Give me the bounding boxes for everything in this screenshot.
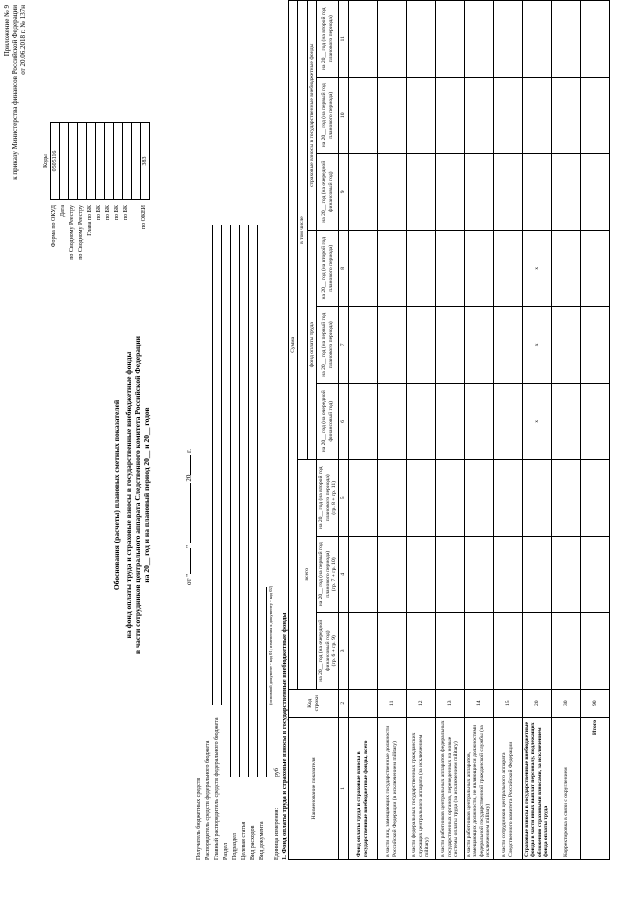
value-cell[interactable] — [493, 460, 522, 537]
colnum-4: 4 — [339, 536, 348, 613]
unit-value: руб — [274, 768, 280, 777]
header-col-10: на 20__ год (на первый год планового периода) — [317, 77, 339, 154]
row-name: в части работников центральных аппаратов, замещающих должности, не являющиеся должностями федеральной государственной гражданской службы (за исключением military) — [464, 717, 493, 859]
colnum-1: 1 — [339, 717, 348, 859]
header-col-5 — [317, 460, 339, 537]
value-cell[interactable] — [435, 536, 464, 613]
target-article-field[interactable] — [248, 225, 249, 777]
distributor-field[interactable] — [212, 225, 213, 705]
code-bk-1[interactable] — [96, 123, 105, 200]
row-name: Страховые взносы в государственные внебюджетные фонды в части иных выплат персоналу, подлежащих обложению страховыми взносами, за исключением фонда оплаты труда — [522, 717, 551, 859]
row-code: 13 — [435, 689, 464, 717]
value-cell[interactable] — [377, 307, 406, 384]
table-row — [551, 1, 580, 860]
header-col-6: на 20__ год (на очередной финансовый год) — [317, 383, 339, 460]
code-chapter-bk[interactable] — [87, 123, 96, 200]
value-cell[interactable] — [435, 230, 464, 307]
appendix-line-2: к приказу Министерства финансов Российской Федерации — [11, 5, 19, 180]
table-row — [348, 1, 377, 860]
value-cell[interactable] — [348, 536, 377, 613]
value-cell[interactable] — [551, 536, 580, 613]
value-cell[interactable] — [522, 536, 551, 613]
value-cell[interactable] — [406, 230, 435, 307]
total-row — [580, 1, 609, 860]
value-cell[interactable] — [348, 383, 377, 460]
col-4-year: на 20__ год (на первый год планового периода) — [318, 542, 331, 607]
value-cell[interactable] — [493, 154, 522, 231]
label-recipient: Получатель бюджетных средств — [196, 777, 202, 860]
row-code: 30 — [551, 689, 580, 717]
row-name: Фонд оплаты труда и страховые взносы в государственные внебюджетные фонды, всего — [348, 717, 377, 859]
date-day-field[interactable] — [190, 548, 191, 574]
header-total: всего — [298, 460, 317, 690]
row-name: в части федеральных государственных гражданских служащих центрального аппарата (за исключением military) — [406, 717, 435, 859]
value-cell[interactable] — [377, 460, 406, 537]
label-unit: Единица измерения: — [274, 807, 280, 860]
label-distributor: Распорядитель средств федерального бюджета — [205, 740, 211, 860]
value-cell[interactable] — [348, 77, 377, 154]
value-cell[interactable] — [464, 230, 493, 307]
label-okei: по ОКЕИ — [141, 205, 147, 230]
title-line-1: Обоснования (расчеты) плановых сметных показателей — [112, 399, 121, 591]
row-code: 14 — [464, 689, 493, 717]
value-cell[interactable] — [493, 383, 522, 460]
main-distributor-field[interactable] — [221, 225, 222, 705]
title-line-4: на 20__ год и на плановый период 20__ и 20__ годов — [142, 407, 151, 583]
value-cell[interactable] — [464, 460, 493, 537]
code-date[interactable] — [60, 123, 69, 200]
date-year-prefix: 20 — [185, 474, 193, 482]
colnum-10: 10 — [339, 77, 348, 154]
value-cell[interactable] — [493, 613, 522, 690]
value-cell[interactable] — [377, 613, 406, 690]
value-cell[interactable] — [406, 383, 435, 460]
label-chapter-bk: Глава по БК — [87, 205, 93, 236]
date-line — [185, 449, 193, 585]
total-cell[interactable] — [580, 460, 609, 537]
value-cell[interactable] — [406, 307, 435, 384]
x-mark: x — [522, 230, 551, 307]
expense-type-field[interactable] — [257, 225, 258, 777]
total-code: 90 — [580, 689, 609, 717]
col-3-year: на 20__ год (на очередной финансовый год) — [318, 619, 331, 682]
value-cell[interactable] — [464, 154, 493, 231]
total-cell[interactable] — [580, 383, 609, 460]
section-title: 1. Фонд оплаты труда и страховые взносы в государственные внебюджетные фонды — [281, 612, 288, 860]
code-okud[interactable]: 0505116 — [51, 123, 60, 200]
document-type-hint: (основной документ - код 01; изменения к документу - код 02) — [268, 585, 273, 705]
value-cell[interactable] — [435, 77, 464, 154]
code-registry-2[interactable] — [78, 123, 87, 200]
value-cell[interactable] — [493, 307, 522, 384]
row-code: 11 — [377, 689, 406, 717]
colnum-5: 5 — [339, 460, 348, 537]
value-cell[interactable] — [493, 536, 522, 613]
label-expense-type: Вид расходов — [250, 825, 256, 860]
col-5-formula: (гр. 8 + гр. 11) — [331, 480, 338, 515]
document-type-field[interactable] — [266, 587, 267, 777]
value-cell[interactable] — [348, 460, 377, 537]
total-cell[interactable] — [580, 307, 609, 384]
value-cell[interactable] — [522, 613, 551, 690]
value-cell[interactable] — [522, 460, 551, 537]
date-quote: " — [185, 545, 193, 548]
value-cell[interactable] — [348, 613, 377, 690]
column-number-row — [339, 1, 348, 860]
value-cell[interactable] — [348, 230, 377, 307]
label-registry-1: по Сводному Реестру — [69, 205, 75, 260]
date-prefix: от " — [185, 573, 193, 585]
value-cell[interactable] — [551, 613, 580, 690]
total-cell[interactable] — [580, 1, 609, 78]
total-cell[interactable] — [580, 536, 609, 613]
value-cell[interactable] — [464, 307, 493, 384]
total-cell[interactable] — [580, 613, 609, 690]
x-mark: x — [522, 383, 551, 460]
col-4-formula: (гр. 7 + гр. 10) — [331, 557, 338, 592]
row-name: в части работников центральных аппаратов федеральных государственных органов, переведенных на новые системы оплаты труда (за исключением military) — [435, 717, 464, 859]
value-cell[interactable] — [522, 154, 551, 231]
colnum-9: 9 — [339, 154, 348, 231]
value-cell[interactable] — [493, 77, 522, 154]
header-col-11: на 20__ год (на второй год планового периода) — [317, 1, 339, 78]
value-cell[interactable] — [435, 1, 464, 78]
value-cell[interactable] — [551, 383, 580, 460]
subsection-field[interactable] — [239, 225, 240, 777]
label-document-type: Вид документа — [259, 821, 265, 860]
date-suffix: г. — [185, 448, 193, 453]
value-cell[interactable] — [406, 460, 435, 537]
value-cell[interactable] — [493, 230, 522, 307]
header-code: Код строки — [289, 689, 339, 717]
row-name: в части лиц, замещающих государственные должности Российской Федерации (в исключением military) — [377, 717, 406, 859]
value-cell[interactable] — [551, 77, 580, 154]
total-label: Итого — [580, 717, 609, 859]
table-row — [464, 1, 493, 860]
value-cell[interactable] — [435, 154, 464, 231]
row-code — [348, 689, 377, 717]
label-bk-2: по БК — [105, 205, 111, 221]
label-section: Раздел — [223, 843, 229, 860]
value-cell[interactable] — [493, 1, 522, 78]
code-okei[interactable]: 383 — [141, 123, 150, 200]
total-cell[interactable] — [580, 230, 609, 307]
value-cell[interactable] — [435, 460, 464, 537]
colnum-3: 3 — [339, 613, 348, 690]
value-cell[interactable] — [348, 307, 377, 384]
label-bk-3: по БК — [114, 205, 120, 221]
colnum-8: 8 — [339, 230, 348, 307]
value-cell[interactable] — [464, 77, 493, 154]
title-line-3: в части сотрудников центрального аппарата Следственного комитета Российской Федерации — [133, 336, 142, 654]
header-col-3 — [317, 613, 339, 690]
value-cell[interactable] — [551, 230, 580, 307]
header-name: Наименование показателя — [289, 717, 339, 859]
header-including: в том числе — [298, 1, 307, 460]
code-bk-3[interactable] — [114, 123, 123, 200]
value-cell[interactable] — [522, 1, 551, 78]
table-row — [435, 1, 464, 860]
colnum-2: 2 — [339, 689, 348, 717]
section-field[interactable] — [230, 225, 231, 777]
date-year-field[interactable] — [190, 455, 191, 475]
row-code: 15 — [493, 689, 522, 717]
x-mark: x — [522, 307, 551, 384]
value-cell[interactable] — [464, 536, 493, 613]
label-bk-4: по БК — [123, 205, 129, 221]
main-table — [288, 0, 610, 860]
value-cell[interactable] — [464, 1, 493, 78]
value-cell[interactable] — [377, 1, 406, 78]
label-registry-2: по Сводному Реестру — [78, 205, 84, 260]
appendix-line-1: Приложение № 9 — [3, 5, 11, 57]
code-empty[interactable] — [132, 123, 141, 200]
value-cell[interactable] — [406, 613, 435, 690]
code-bk-4[interactable] — [123, 123, 132, 200]
header-col-4 — [317, 536, 339, 613]
colnum-6: 6 — [339, 383, 348, 460]
date-month-field[interactable] — [190, 483, 191, 543]
value-cell[interactable] — [377, 536, 406, 613]
header-payroll: фонд оплаты труда — [307, 230, 316, 460]
appendix-line-3: от 20.06.2018 г. № 137н — [19, 5, 27, 75]
codes-box — [42, 122, 150, 200]
code-bk-2[interactable] — [105, 123, 114, 200]
value-cell[interactable] — [377, 230, 406, 307]
colnum-11: 11 — [339, 1, 348, 78]
label-date: Дата — [60, 205, 66, 217]
label-main-distributor: Главный распорядитель средств федерального бюджета — [214, 717, 220, 860]
col-5-year: на 20__ год (на второй год планового периода) — [318, 466, 331, 530]
value-cell[interactable] — [348, 1, 377, 78]
value-cell[interactable] — [464, 613, 493, 690]
colnum-7: 7 — [339, 307, 348, 384]
codes-header: Коды — [43, 154, 49, 168]
value-cell[interactable] — [406, 77, 435, 154]
value-cell[interactable] — [377, 383, 406, 460]
value-cell[interactable] — [551, 307, 580, 384]
value-cell[interactable] — [551, 1, 580, 78]
value-cell[interactable] — [551, 460, 580, 537]
total-cell[interactable] — [580, 154, 609, 231]
value-cell[interactable] — [406, 1, 435, 78]
total-cell[interactable] — [580, 77, 609, 154]
label-bk-1: по БК — [96, 205, 102, 221]
table-row — [406, 1, 435, 860]
header-insurance: страховые взносы в государственные внебюджетные фонды — [307, 1, 316, 231]
header-col-9: на 20__ год (на очередной финансовый год) — [317, 154, 339, 231]
col-3-formula: (гр. 6 + гр. 9) — [331, 635, 338, 667]
value-cell[interactable] — [406, 154, 435, 231]
label-target-article: Целевая статья — [241, 821, 247, 860]
table-row — [522, 1, 551, 860]
table-row — [493, 1, 522, 860]
value-cell[interactable] — [551, 154, 580, 231]
label-okud: Форма по ОКУД — [51, 205, 57, 248]
value-cell[interactable] — [377, 154, 406, 231]
value-cell[interactable] — [522, 77, 551, 154]
value-cell[interactable] — [348, 154, 377, 231]
value-cell[interactable] — [377, 77, 406, 154]
value-cell[interactable] — [435, 383, 464, 460]
label-subsection: Подраздел — [232, 833, 238, 860]
row-code: 12 — [406, 689, 435, 717]
row-name: Корректировка в связи с округлением — [551, 717, 580, 859]
header-col-8: на 20__ год (на второй год планового периода) — [317, 230, 339, 307]
value-cell[interactable] — [464, 383, 493, 460]
table-row — [377, 1, 406, 860]
row-name: в части сотрудников центрального аппарата Следственного комитета Российской Федерации — [493, 717, 522, 859]
code-registry-1[interactable] — [69, 123, 78, 200]
value-cell[interactable] — [435, 307, 464, 384]
title-line-2: на фонд оплаты труда и страховые взносы в государственные внебюджетные фонды — [124, 351, 133, 639]
value-cell[interactable] — [435, 613, 464, 690]
row-code: 20 — [522, 689, 551, 717]
value-cell[interactable] — [406, 536, 435, 613]
header-col-7: на 20__ год (на первый год планового периода) — [317, 307, 339, 384]
header-sum: Сумма — [289, 1, 298, 690]
